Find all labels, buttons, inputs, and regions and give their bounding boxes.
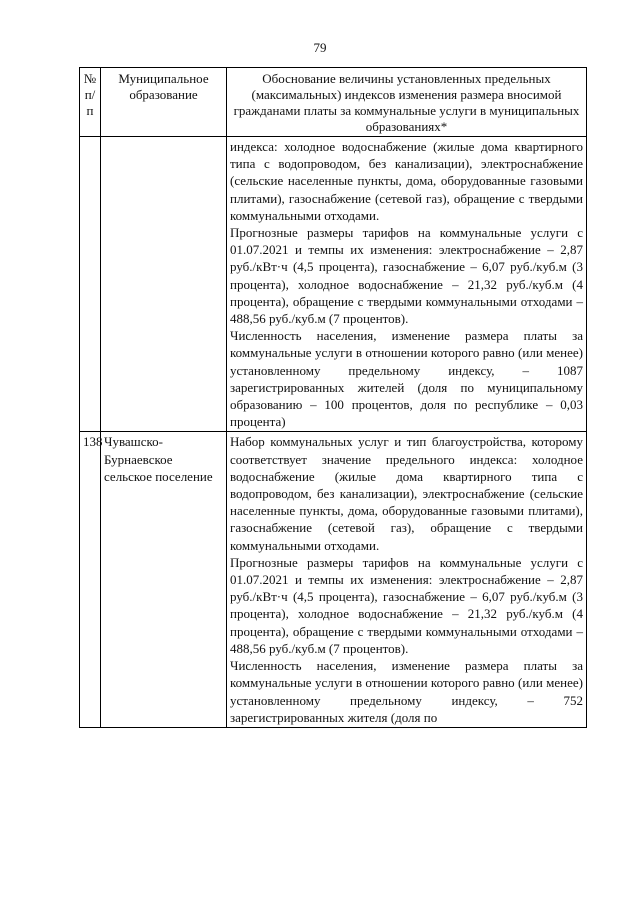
table-row (80, 432, 587, 727)
row-number: 138 (80, 432, 101, 727)
row-municipality (101, 137, 227, 432)
justification-paragraph: Прогнозные размеры тарифов на коммунальные услуги с 01.07.2021 и темпы их изменения: электроснабжение – 2,87 руб./кВт·ч (4,5 процента), газоснабжение – 6,07 руб./куб.м (3 процента), холодное водоснабжение – 21,32 руб./куб.м (4 процента), обращение с твердыми коммунальными отходами – 488,56 руб./куб.м (7 процентов). (230, 225, 583, 327)
row-number (80, 137, 101, 432)
row-municipality: Чувашско-Бурнаевское сельское поселение (101, 432, 227, 727)
header-number: № п/п (80, 68, 101, 137)
justification-paragraph: индекса: холодное водоснабжение (жилые дома квартирного типа с водопроводом, без канализации), электроснабжение (сельские населенные пункты, дома, оборудованные газовыми плитами), газоснабжение (сетевой газ), обращение с твердыми коммунальными отходами. (230, 139, 583, 223)
justification-paragraph: Прогнозные размеры тарифов на коммунальные услуги с 01.07.2021 и темпы их изменения: электроснабжение – 2,87 руб./кВт·ч (4,5 процента), газоснабжение – 6,07 руб./куб.м (3 процента), холодное водоснабжение – 21,32 руб./куб.м (4 процента), обращение с твердыми коммунальными отходами – 488,56 руб./куб.м (7 процентов). (230, 554, 583, 656)
header-municipality: Муниципальное образование (101, 68, 227, 137)
row-justification (227, 432, 587, 727)
page-number: 79 (313, 40, 327, 55)
tariff-justification-table (79, 67, 587, 728)
table-row (80, 137, 587, 432)
header-justification: Обоснование величины установленных предельных (максимальных) индексов изменения размера вносимой гражданами платы за коммунальные услуги в муниципальных образованиях* (227, 68, 587, 137)
table-header-row (80, 68, 587, 137)
justification-paragraph: Набор коммунальных услуг и тип благоустройства, которому соответствует значение предельного индекса: холодное водоснабжение (жилые дома квартирного типа с водопроводом, без канализации), электроснабжение (сельские населенные пункты, дома, оборудованные газовыми плитами), газоснабжение (сетевой газ), обращение с твердыми коммунальными отходами. (230, 434, 583, 553)
justification-paragraph: Численность населения, изменение размера платы за коммунальные услуги в отношении которого равно (или менее) установленному предельному индексу, – 752 зарегистрированных жителя (доля по (230, 658, 583, 725)
justification-paragraph: Численность населения, изменение размера платы за коммунальные услуги в отношении которого равно (или менее) установленному предельному индексу, – 1087 зарегистрированных жителей (доля по муниципальному образованию – 100 процентов, доля по республике – 0,03 процента) (230, 328, 583, 430)
row-justification (227, 137, 587, 432)
